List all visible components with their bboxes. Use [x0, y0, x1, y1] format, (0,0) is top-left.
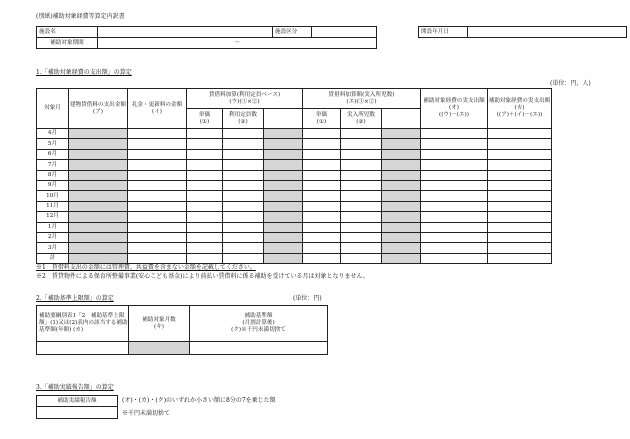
cell[interactable] — [69, 180, 128, 190]
cell[interactable] — [187, 253, 223, 263]
cell[interactable] — [128, 253, 187, 263]
cell[interactable] — [223, 191, 264, 201]
cell[interactable] — [128, 170, 187, 180]
cell[interactable] — [421, 170, 488, 180]
cell[interactable] — [223, 129, 264, 139]
cell[interactable] — [421, 180, 488, 190]
cell[interactable] — [128, 191, 187, 201]
cell[interactable] — [223, 180, 264, 190]
cell[interactable] — [341, 170, 382, 180]
cell[interactable] — [488, 253, 552, 263]
table-row — [37, 201, 552, 211]
cell[interactable] — [223, 149, 264, 159]
month-label: 計 — [37, 253, 69, 263]
cell[interactable] — [187, 232, 223, 242]
month-label: 4月 — [37, 129, 69, 139]
h-cap-value — [264, 109, 303, 129]
report-note: ※千円未満切捨て — [122, 410, 171, 417]
cell[interactable] — [303, 243, 341, 253]
cell[interactable] — [264, 139, 303, 149]
cell[interactable] — [382, 191, 421, 201]
cell[interactable] — [264, 180, 303, 190]
cell[interactable] — [382, 201, 421, 211]
cell[interactable] — [264, 149, 303, 159]
cell[interactable] — [341, 212, 382, 222]
period-label: 補助対象期間 — [37, 38, 98, 49]
cell[interactable] — [488, 222, 552, 232]
cell[interactable] — [187, 201, 223, 211]
cell[interactable] — [187, 129, 223, 139]
cell[interactable] — [69, 170, 128, 180]
cell[interactable] — [187, 160, 223, 170]
table-row — [37, 212, 552, 222]
note-1: ※1 賃借料支出の金額には管理費、共益費を含まない金額を記載してください。 — [36, 264, 256, 271]
cell[interactable] — [223, 201, 264, 211]
cell[interactable] — [382, 129, 421, 139]
facility-type-field[interactable] — [312, 27, 377, 38]
cell[interactable] — [303, 129, 341, 139]
table-row — [37, 180, 552, 190]
table-row — [37, 232, 552, 242]
cell[interactable] — [187, 191, 223, 201]
cell[interactable] — [223, 139, 264, 149]
cell[interactable] — [303, 139, 341, 149]
cell[interactable] — [341, 243, 382, 253]
cell[interactable] — [382, 180, 421, 190]
table-row — [37, 191, 552, 201]
cell[interactable] — [187, 212, 223, 222]
cell[interactable] — [128, 232, 187, 242]
cell[interactable] — [128, 139, 187, 149]
h-rent: 建物賃借料の支出金額 (ア) — [69, 89, 128, 129]
h-act-count: 実入所児数 (②) — [341, 109, 382, 129]
cell[interactable] — [488, 201, 552, 211]
cell[interactable] — [128, 149, 187, 159]
expense-table — [36, 88, 552, 264]
month-label: 2月 — [37, 232, 69, 242]
cell[interactable] — [382, 232, 421, 242]
cell[interactable] — [341, 129, 382, 139]
section2-title: 2.「補助基準上限額」の算定 — [36, 295, 114, 302]
h-base-amount: 補助要綱別表1「2 補助基準上限額」(1)又は(2)表内の該当する補助基準額(年額) (カ) — [37, 306, 129, 342]
cell[interactable] — [69, 222, 128, 232]
cell[interactable] — [488, 243, 552, 253]
cell[interactable] — [128, 222, 187, 232]
h-cap-group: 賃借料加算(利用定員ベース) (ウ)(①×②) — [187, 89, 303, 109]
table-row — [37, 139, 552, 149]
cell[interactable] — [303, 191, 341, 201]
cell[interactable] — [264, 170, 303, 180]
month-label: 5月 — [37, 139, 69, 149]
cell[interactable] — [264, 129, 303, 139]
report-desc: (オ)・(カ)・(ク)のいずれか小さい額に8分の7を乗じた額 — [122, 397, 276, 404]
h-act-value — [382, 109, 421, 129]
month-label: 8月 — [37, 170, 69, 180]
table-row — [37, 253, 552, 263]
facility-info-table — [36, 26, 377, 49]
period-field[interactable] — [98, 38, 377, 49]
cell[interactable] — [382, 160, 421, 170]
cell[interactable] — [69, 243, 128, 253]
cell[interactable] — [264, 232, 303, 242]
h-target-months: 補助対象月数 (キ) — [129, 306, 190, 342]
month-label: 9月 — [37, 180, 69, 190]
cell[interactable] — [264, 191, 303, 201]
h-monthly-base: 補助基準額 (月割計算後) (ク)※千円未満切捨て — [190, 306, 328, 342]
report-amount-field[interactable] — [37, 407, 118, 419]
cell[interactable] — [69, 201, 128, 211]
cell[interactable] — [187, 243, 223, 253]
open-date-field[interactable] — [468, 27, 627, 38]
cell[interactable] — [187, 139, 223, 149]
cell[interactable] — [341, 222, 382, 232]
cell[interactable] — [421, 129, 488, 139]
cell[interactable] — [264, 243, 303, 253]
cell[interactable] — [488, 232, 552, 242]
cell[interactable] — [488, 149, 552, 159]
cell[interactable] — [69, 232, 128, 242]
month-label: 12月 — [37, 212, 69, 222]
open-date-table — [418, 26, 627, 38]
cell[interactable] — [128, 212, 187, 222]
cell[interactable] — [69, 149, 128, 159]
open-date-label: 開設年月日 — [419, 27, 468, 38]
cell[interactable] — [223, 212, 264, 222]
cell[interactable] — [421, 222, 488, 232]
cell[interactable] — [421, 212, 488, 222]
cell[interactable] — [264, 253, 303, 263]
cell[interactable] — [303, 253, 341, 263]
cell[interactable] — [187, 222, 223, 232]
cell[interactable] — [382, 139, 421, 149]
cell[interactable] — [421, 149, 488, 159]
cell[interactable] — [69, 139, 128, 149]
report-table — [36, 395, 118, 419]
facility-name-field[interactable] — [98, 27, 273, 38]
cell[interactable] — [303, 149, 341, 159]
cell[interactable] — [69, 160, 128, 170]
cell[interactable] — [421, 232, 488, 242]
cell[interactable] — [69, 191, 128, 201]
cell[interactable] — [303, 180, 341, 190]
month-label: 10月 — [37, 191, 69, 201]
cell[interactable] — [382, 212, 421, 222]
cell[interactable] — [382, 222, 421, 232]
cell[interactable] — [264, 160, 303, 170]
cell[interactable] — [341, 253, 382, 263]
cell[interactable] — [488, 129, 552, 139]
cell[interactable] — [303, 232, 341, 242]
cell[interactable] — [488, 170, 552, 180]
section3-title: 3.「補助実績報告額」の算定 — [36, 384, 114, 391]
target-months-field[interactable] — [129, 342, 190, 355]
cell[interactable] — [382, 170, 421, 180]
cell[interactable] — [341, 180, 382, 190]
cell[interactable] — [341, 149, 382, 159]
section2-unit: (単位：円) — [293, 295, 322, 302]
cell[interactable] — [187, 170, 223, 180]
h-act-group: 賃借料加算額(実入所児数) (エ)(①×②) — [303, 89, 421, 109]
cell[interactable] — [128, 180, 187, 190]
cell[interactable] — [223, 222, 264, 232]
month-label: 7月 — [37, 160, 69, 170]
h-subsidy: 補助対象経費の実支出額 (オ) ((ウ)－(エ)) — [421, 89, 488, 129]
month-label: 3月 — [37, 243, 69, 253]
period-separator: 〜 — [234, 39, 240, 46]
cell[interactable] — [421, 160, 488, 170]
cell[interactable] — [421, 201, 488, 211]
cell[interactable] — [303, 222, 341, 232]
cell[interactable] — [264, 201, 303, 211]
facility-type-label: 施設区分 — [273, 27, 312, 38]
month-label: 6月 — [37, 149, 69, 159]
table-row — [37, 243, 552, 253]
cell[interactable] — [382, 243, 421, 253]
cell[interactable] — [421, 139, 488, 149]
table-row — [37, 160, 552, 170]
document-title: (別紙)補助対象経費等算定内訳書 — [36, 13, 125, 20]
cell[interactable] — [488, 160, 552, 170]
h-cap-price: 単価 (①) — [187, 109, 223, 129]
cell[interactable] — [128, 243, 187, 253]
cell[interactable] — [223, 253, 264, 263]
cell[interactable] — [382, 149, 421, 159]
note-2: ※2 賃貸物件による保育所整備事業(安心こども基金)により前払い賃借料に係る補助を受けている月は対象となりません。 — [36, 273, 369, 280]
h-cap-count: 利用定員数 (②) — [223, 109, 264, 129]
table-row — [37, 222, 552, 232]
cell[interactable] — [128, 201, 187, 211]
cell[interactable] — [303, 170, 341, 180]
cell[interactable] — [223, 243, 264, 253]
base-amount-field[interactable] — [37, 342, 129, 355]
monthly-base-field[interactable] — [190, 342, 328, 355]
cell[interactable] — [488, 139, 552, 149]
cell[interactable] — [303, 160, 341, 170]
cell[interactable] — [488, 212, 552, 222]
section1-unit: (単位：円，人) — [550, 80, 591, 87]
cell[interactable] — [341, 191, 382, 201]
cell[interactable] — [341, 139, 382, 149]
base-limit-table — [36, 305, 328, 355]
cell[interactable] — [421, 253, 488, 263]
cell[interactable] — [488, 191, 552, 201]
section1-title: 1.「補助対象経費の支出額」の算定 — [36, 69, 132, 76]
month-label: 1月 — [37, 222, 69, 232]
cell[interactable] — [488, 180, 552, 190]
facility-name-label: 施設名 — [37, 27, 98, 38]
cell[interactable] — [341, 201, 382, 211]
cell[interactable] — [264, 212, 303, 222]
table-row — [37, 170, 552, 180]
cell[interactable] — [264, 222, 303, 232]
month-label: 11月 — [37, 201, 69, 211]
cell[interactable] — [69, 212, 128, 222]
table-row — [37, 149, 552, 159]
cell[interactable] — [303, 201, 341, 211]
h-act-price: 単価 (①) — [303, 109, 341, 129]
cell[interactable] — [421, 191, 488, 201]
h-deposit: 礼金・更新料の金額 (イ) — [128, 89, 187, 129]
cell[interactable] — [223, 232, 264, 242]
cell[interactable] — [341, 160, 382, 170]
table-row — [37, 129, 552, 139]
cell[interactable] — [223, 170, 264, 180]
cell[interactable] — [69, 253, 128, 263]
cell[interactable] — [382, 253, 421, 263]
cell[interactable] — [421, 243, 488, 253]
cell[interactable] — [128, 129, 187, 139]
cell[interactable] — [69, 129, 128, 139]
h-month: 対象月 — [37, 89, 69, 129]
cell[interactable] — [187, 149, 223, 159]
cell[interactable] — [187, 180, 223, 190]
h-total: 補助対象経費の実支出額 (カ) ((ア)＋(イ)－(エ)) — [488, 89, 552, 129]
cell[interactable] — [303, 212, 341, 222]
report-amount-label: 補助実績報告額 — [37, 396, 118, 407]
cell[interactable] — [341, 232, 382, 242]
cell[interactable] — [128, 160, 187, 170]
cell[interactable] — [223, 160, 264, 170]
